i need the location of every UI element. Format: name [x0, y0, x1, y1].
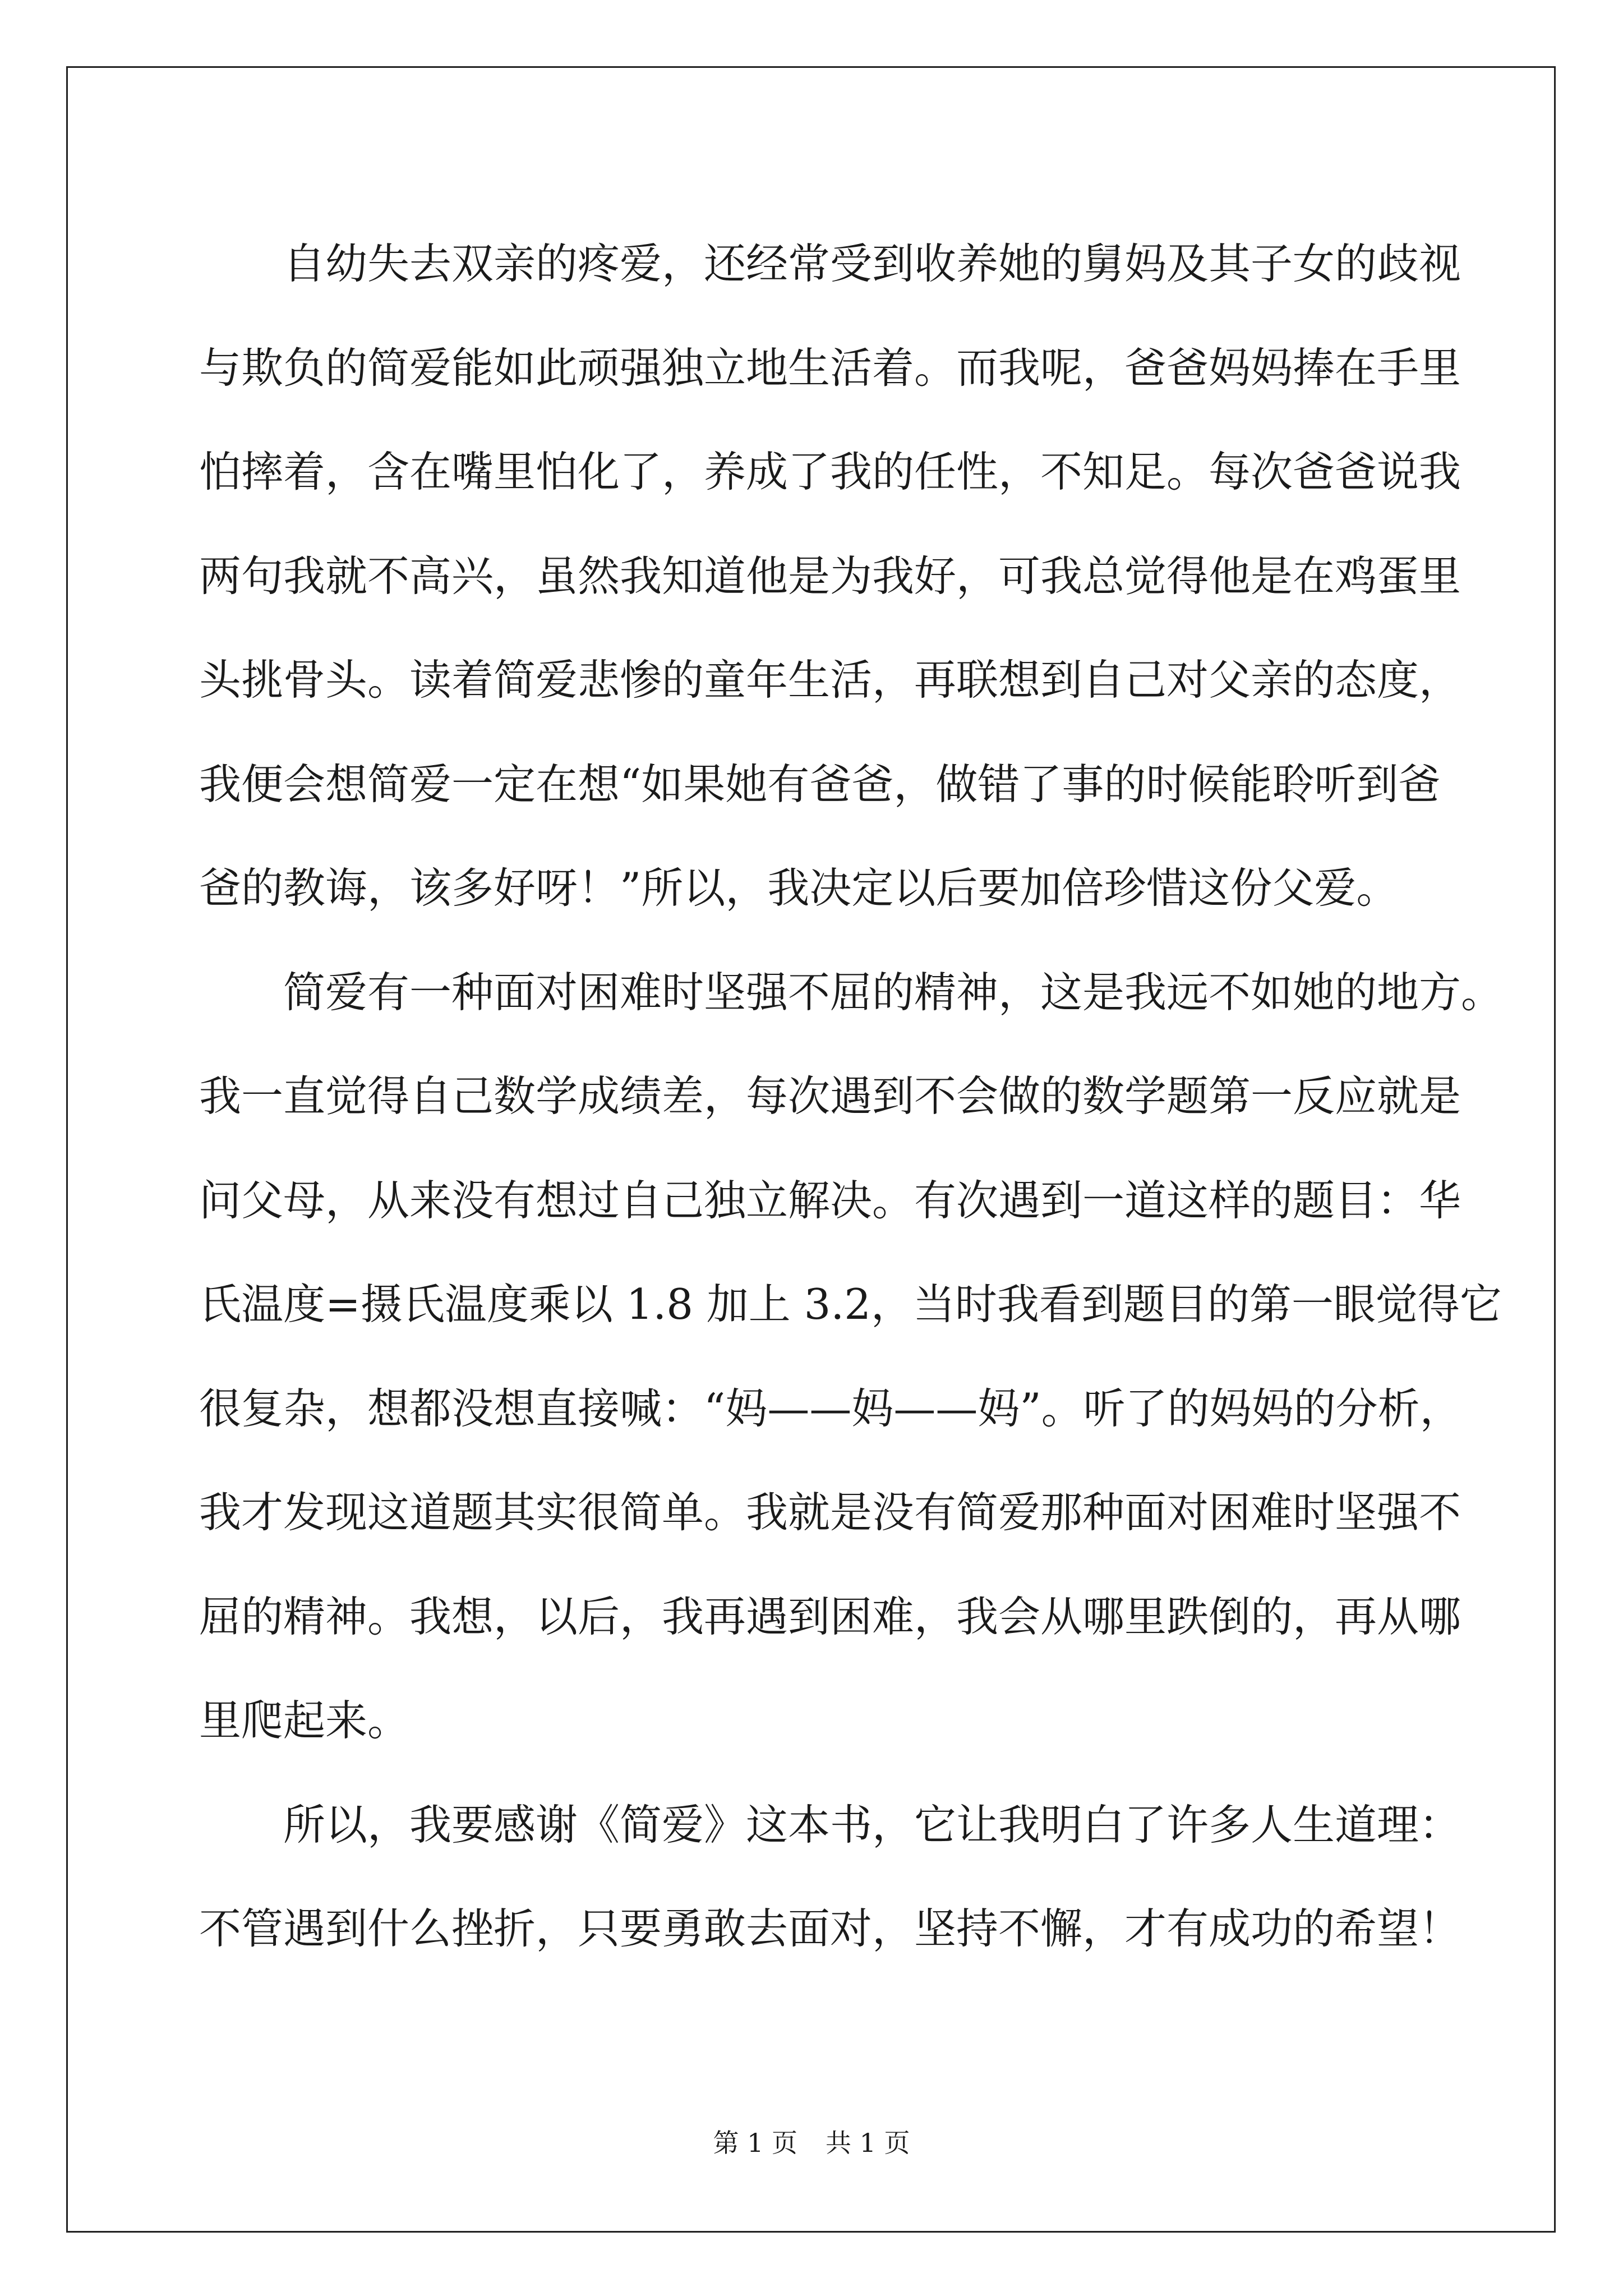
- page-footer: [0, 2123, 1623, 2160]
- text-line: 我便会想简爱一定在想“如果她有爸爸，做错了事的时候能聆听到爸: [199, 759, 1441, 809]
- text-line: 问父母，从来没有想过自己独立解决。有次遇到一道这样的题目：华: [199, 1175, 1461, 1225]
- document-body: [199, 212, 1504, 1981]
- text-line: 头挑骨头。读着简爱悲惨的童年生活，再联想到自己对父亲的态度，: [199, 655, 1461, 705]
- text-line: 简爱有一种面对困难时坚强不屈的精神，这是我远不如她的地方。: [283, 967, 1504, 1017]
- text-line: 氏温度=摄氏温度乘以 1.8 加上 3.2，当时我看到题目的第一眼觉得它: [199, 1280, 1502, 1329]
- text-line: 不管遇到什么挫折，只要勇敢去面对，坚持不懈，才有成功的希望！: [199, 1904, 1461, 1953]
- text-line: 很复杂，想都没想直接喊：“妈——妈——妈”。听了的妈妈的分析，: [199, 1383, 1462, 1433]
- text-line: 自幼失去双亲的疼爱，还经常受到收养她的舅妈及其子女的歧视: [283, 239, 1461, 288]
- paragraph-3: [199, 1773, 1461, 1981]
- text-line: 屈的精神。我想，以后，我再遇到困难，我会从哪里跌倒的，再从哪: [199, 1591, 1461, 1641]
- text-line: 怕摔着，含在嘴里怕化了，养成了我的任性，不知足。每次爸爸说我: [199, 447, 1461, 496]
- text-line: 所以，我要感谢《简爱》这本书，它让我明白了许多人生道理：: [283, 1800, 1461, 1849]
- text-line: 两句我就不高兴，虽然我知道他是为我好，可我总觉得他是在鸡蛋里: [199, 551, 1461, 601]
- paragraph-1: [199, 212, 1461, 941]
- paragraph-2: [199, 941, 1504, 1773]
- text-line: 我一直觉得自己数学成绩差，每次遇到不会做的数学题第一反应就是: [199, 1071, 1461, 1121]
- text-line: 我才发现这道题其实很简单。我就是没有简爱那种面对困难时坚强不: [199, 1488, 1461, 1537]
- text-line: 爸的教诲，该多好呀！”所以，我决定以后要加倍珍惜这份父爱。: [199, 863, 1399, 913]
- page-number-current: 第 1 页: [713, 2128, 797, 2158]
- page-number-total: 共 1 页: [826, 2128, 910, 2158]
- text-line: 与欺负的简爱能如此顽强独立地生活着。而我呢，爸爸妈妈捧在手里: [199, 343, 1461, 393]
- text-line: 里爬起来。: [199, 1696, 410, 1745]
